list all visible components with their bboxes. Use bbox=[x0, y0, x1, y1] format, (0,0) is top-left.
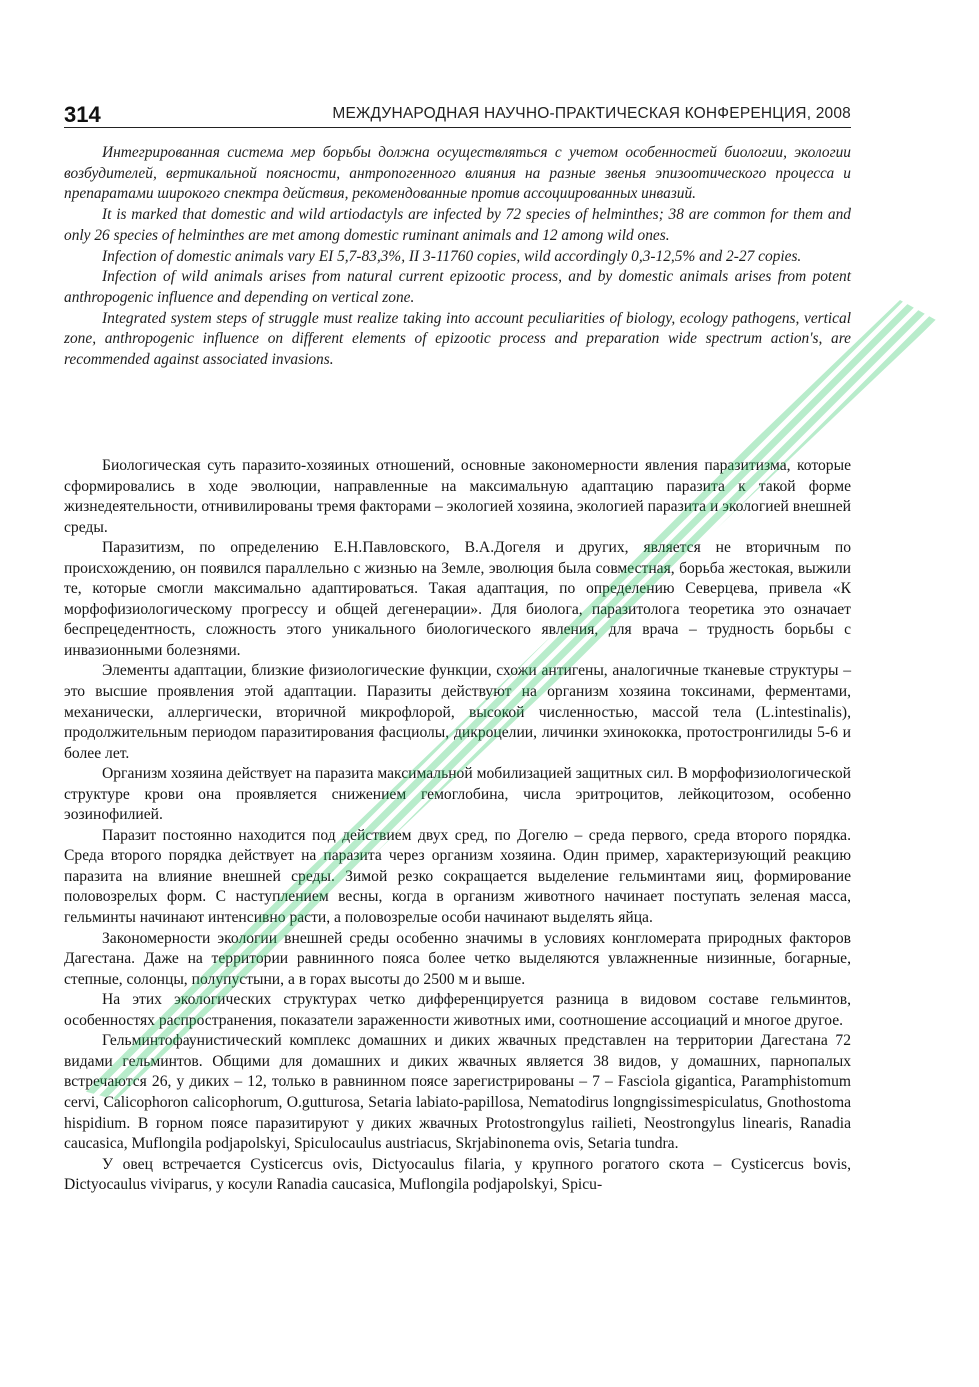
body-paragraph: Организм хозяина действует на паразита максимальной мобилизацией защитных сил. В морфофизиологической структуре крови она проявляется снижением гемоглобина, числа эритроцитов, лейкоцитозом, особенно эозинофилией. bbox=[64, 765, 851, 824]
body-paragraph: У овец встречается Cysticercus ovis, Dictyocaulus filaria, у крупного рогатого скота – Cysticercus bovis, Dictyocaulus viviparus, у косули Ranadia caucasica, Muflongila podjapolskyi, Spicu- bbox=[64, 1155, 851, 1194]
body-paragraph: Гельминтофаунистический комплекс домашних и диких жвачных представлен на территории Дагестана 72 видами гельминтов. Общими для домашних и диких жвачных является 38 видов, у домашних, парнопалых встречаются 26, у диких – 12, только в равнинном поясе зарегистрированы – 7 – Fasciola gigantica, Paramphistomum cervi, Calicophoron calicophorum, O.gutturosa, Setaria labiato-papillosa, Nematodirus longngissimespiculatus, Gnothostoma hispidium. В горном поясе паразитируют у диких жвачных Protostrongylus railieti, Neostrongylus linearis, Ranadia caucasica, Muflongila podjapolskyi, Spiculocaulus austriacus, Skrjabinonema ovis, Setaria tundra. bbox=[64, 1032, 851, 1153]
body-paragraph: Элементы адаптации, близкие физиологические функции, схожи антигены, аналогичные тканевые структуры – это высшие проявления этой адаптации. Паразиты действуют на организм хозяина токсинами, ферментами, механически, аллергически, вторичной микрофлорой, высокой численностью, массой тела (L.intestinalis), продолжительным периодом паразитирования фасциолы, дикроцелии, личинки эхинококка, протостронгилиды 5-6 и более лет. bbox=[64, 662, 851, 762]
body-paragraph: На этих экологических структурах четко дифференцируется разница в видовом составе гельминтов, особенностях распространения, показатели зараженности животных ими, соотношение ассоциаций и многое другое. bbox=[64, 991, 851, 1029]
abstract-paragraph: Infection of wild animals arises from natural current epizootic process, and by domestic animals arises from potent anthropogenic influence and depending on vertical zone. bbox=[64, 268, 851, 306]
body-paragraph: Биологическая суть паразито-хозяиных отношений, основные закономерности явления паразитизма, которые сформировались в ходе эволюции, направленные на максимальную адаптацию паразита к такой форме жизнедеятельности, отнивилированы тремя факторами – экологией хозяина, экологией паразита и экологией внешней среды. bbox=[64, 457, 851, 536]
body-paragraph: Паразитизм, по определению Е.Н.Павловского, В.А.Догеля и других, является не вторичным по происхождению, он появился параллельно с жизнью на Земле, эволюция была совместная, борьба жестокая, выжили те, которые смогли максимально адаптироваться. Такая адаптация, по определению Северцева, привела «К морфофизиологическому прогрессу и общей дегенерации». Для биолога, паразитолога теоретика это означает беспрецедентность, сложность этого уникального биологического явления, для врача – трудность борьбы с инвазионными болезнями. bbox=[64, 539, 851, 659]
running-head: МЕЖДУНАРОДНАЯ НАУЧНО-ПРАКТИЧЕСКАЯ КОНФЕРЕНЦИЯ, 2008 bbox=[332, 105, 851, 122]
abstract-paragraph: Интегрированная система мер борьбы должна осуществляться с учетом особенностей биологии, экологии возбудителей, вертикальной поясности, антропогенного влияния на разные звенья эпизоотического процесса и препаратами широкого спектра действия, рекомендованные против ассоциированных инвазий. bbox=[64, 144, 851, 203]
article-body bbox=[64, 456, 851, 1196]
abstract-paragraph: Infection of domestic animals vary EI 5,7-83,3%, II 3-11760 copies, wild accordingly 0,3-12,5% and 2-27 copies. bbox=[102, 247, 802, 265]
abstract bbox=[64, 143, 851, 371]
abstract-paragraph: It is marked that domestic and wild artiodactyls are infected by 72 species of helminthes; 38 are common for them and only 26 species of helminthes are met among domestic ruminant animals and 12 among wild ones. bbox=[64, 206, 851, 244]
header-rule bbox=[64, 127, 851, 128]
body-paragraph: Паразит постоянно находится под действием двух сред, по Догелю – среда первого, среда второго порядка. Среда второго порядка действует на паразита через организм хозяина. Один пример, характеризующий реакцию паразита на влияние внешней среды. Зимой резко сокращается выделение гельминтами яиц, формирование половозрелых форм. С наступлением весны, когда в организм животного начинает поступать зеленая масса, гельминты начинают интенсивно расти, а половозрелые особи начинают выделять яйца. bbox=[64, 826, 851, 927]
page-number: 314 bbox=[64, 102, 101, 127]
page-header bbox=[64, 100, 851, 130]
abstract-paragraph: Integrated system steps of struggle must realize taking into account peculiarities of biology, ecology pathogens, vertical zone, anthropogenic influence on different elements of epizootic process and preparation wide spectrum action's, are recommended against associated invasions. bbox=[64, 309, 851, 369]
body-paragraph: Закономерности экологии внешней среды особенно значимы в условиях конгломерата природных факторов Дагестана. Даже на территории равнинного пояса более четко выделяются увлажненные низинные, богарные, степные, солонцы, полупустыни, а в горах высоты до 2500 м и выше. bbox=[64, 929, 851, 988]
